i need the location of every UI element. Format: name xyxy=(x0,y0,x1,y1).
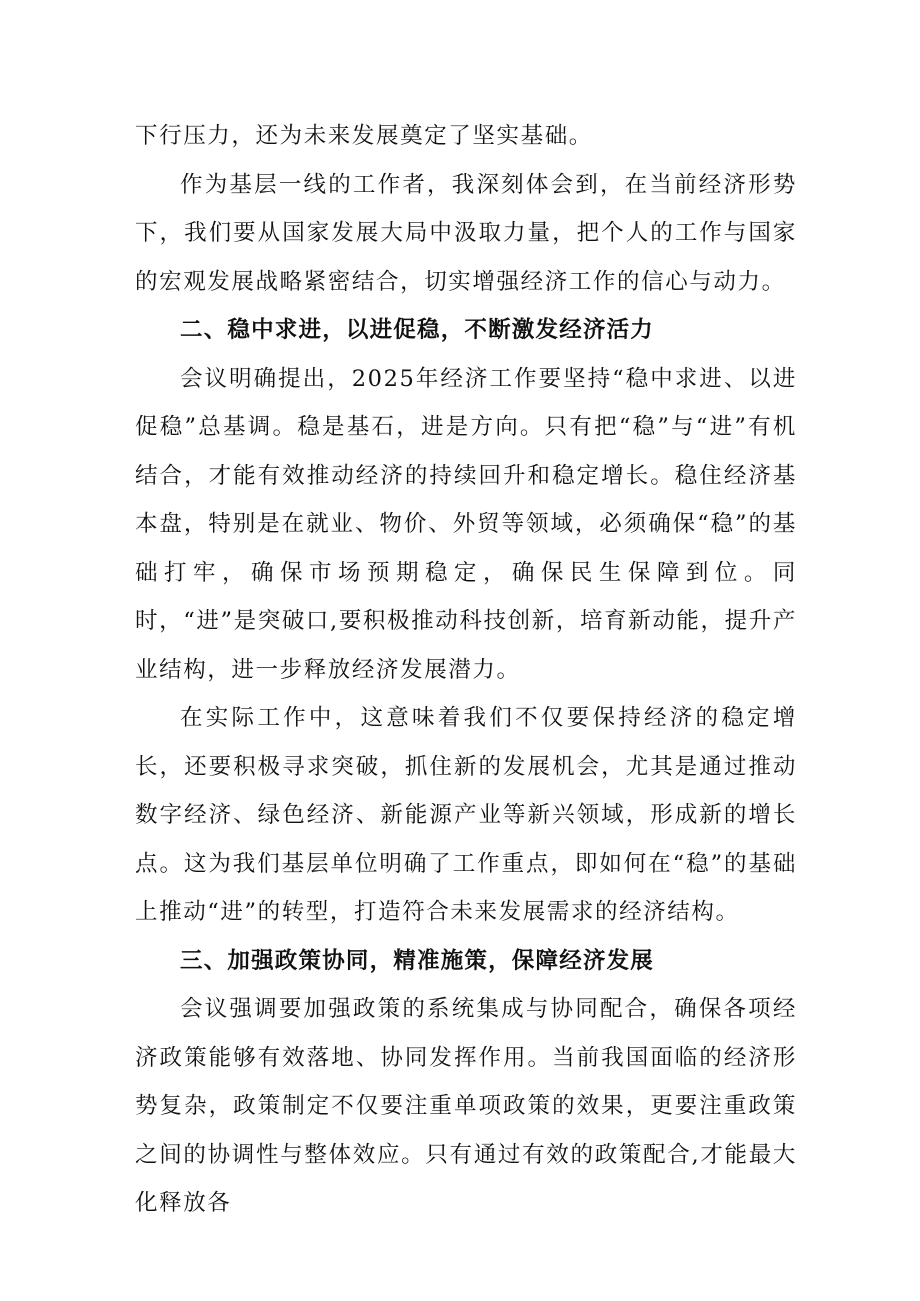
paragraph-practical-work: 在实际工作中，这意味着我们不仅要保持经济的稳定增长，还要积极寻求突破，抓住新的发展机会，尤其是通过推动数字经济、绿色经济、新能源产业等新兴领域，形成新的增长点。这为我们基层单位明确了工作重点，即如何在“稳”的基础上推动“进”的转型，打造符合未来发展需求的经济结构。 xyxy=(135,705,797,925)
paragraph-steady-progress: 会议明确提出，2025年经济工作要坚持“稳中求进、以进促稳”总基调。稳是基石，进是方向。只有把“稳”与“进”有机结合，才能有效推动经济的持续回升和稳定增长。稳住经济基本盘，特别是在就业、物价、外贸等领域，必须确保“稳”的基础打牢，确保市场预期稳定，确保民生保障到位。同时，“进”是突破口,要积极推动科技创新，培育新动能，提升产业结构，进一步释放经济发展潜力。 xyxy=(135,365,797,683)
paragraph-continued: 下行压力，还为未来发展奠定了坚实基础。 xyxy=(135,123,593,149)
paragraph-grassroots-reflection: 作为基层一线的工作者，我深刻体会到，在当前经济形势下，我们要从国家发展大局中汲取力量，把个人的工作与国家的宏观发展战略紧密结合，切实增强经济工作的信心与动力。 xyxy=(135,171,797,295)
document-body xyxy=(135,112,797,1228)
section-heading-three: 三、加强政策协同，精准施策，保障经济发展 xyxy=(180,947,655,974)
section-heading-two: 二、稳中求进，以进促稳，不断激发经济活力 xyxy=(180,317,655,343)
paragraph-policy-coordination: 会议强调要加强政策的系统集成与协同配合，确保各项经济政策能够有效落地、协同发挥作用。当前我国面临的经济形势复杂，政策制定不仅要注重单项政策的效果，更要注重政策之间的协调性与整体效应。只有通过有效的政策配合,才能最大化释放各 xyxy=(135,996,797,1216)
